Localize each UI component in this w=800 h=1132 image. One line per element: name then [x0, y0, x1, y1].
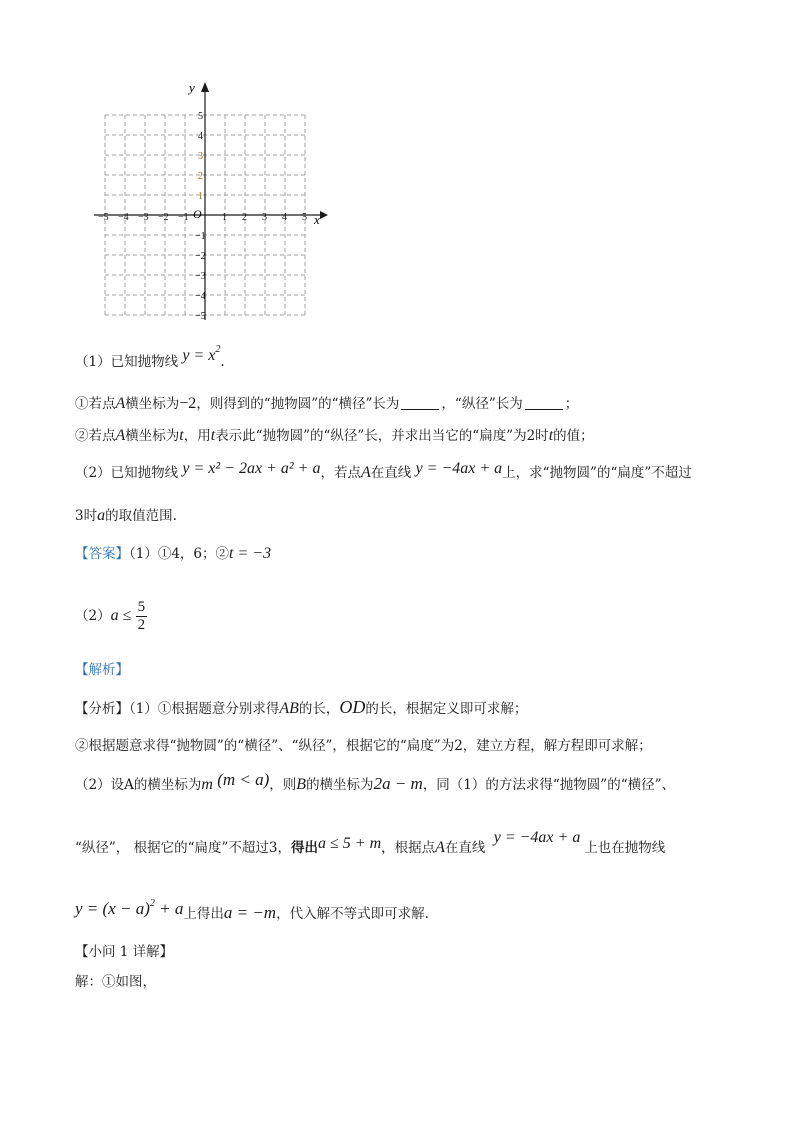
y-tick-label: 5: [198, 111, 203, 122]
answer-line: [75, 544, 271, 564]
y-tick-label: 2: [198, 171, 203, 182]
y-tick-label: −5: [195, 311, 206, 322]
analysis-line-1: [75, 697, 527, 719]
y-tick-label: −1: [195, 231, 206, 242]
vertex-form-text: y = (x − a): [75, 899, 150, 918]
origin-label: O: [193, 207, 202, 221]
x-tick-label: 5: [302, 212, 307, 223]
q1-formula-exponent: 2: [215, 344, 221, 355]
q2-line-formula: y = −4ax + a: [415, 460, 503, 477]
x-tick-label: 1: [222, 212, 227, 223]
solution-start: 解：①如图，: [75, 974, 156, 990]
x-tick-label: 4: [282, 212, 287, 223]
x-tick-label: 2: [242, 212, 247, 223]
line-formula: y = −4ax + a: [493, 829, 581, 846]
analysis-line-5: [75, 898, 429, 924]
blank-vertical-diameter[interactable]: [525, 395, 563, 410]
fenxi3-part-d: ，同（1）的方法求得“抛物圆”的“横径”、: [422, 777, 676, 793]
question-2-continuation: [75, 506, 177, 526]
fenxi-part-b: 的长，: [298, 701, 340, 717]
q1-2-part-e: 的值；: [553, 428, 594, 444]
segment-ab: AB: [279, 700, 299, 717]
q1-2-part-b: 横坐标为: [125, 428, 180, 444]
axes: [94, 82, 328, 320]
q1-formula-text: y = x: [182, 347, 216, 364]
x-tick-label: −4: [118, 212, 129, 223]
q1-2-var-t3: t: [548, 427, 554, 444]
x-axis-arrow-icon: [320, 211, 328, 219]
analysis-line-2: ②根据题意求得“抛物圆”的“横径”、“纵径”，根据它的“扁度”为2，建立方程，解方程即可求解；: [75, 738, 652, 754]
fraction-denominator: 2: [137, 617, 146, 633]
q2-part-d: 上，求“抛物圆”的“扁度”不超过: [502, 465, 692, 481]
question-1-line: [75, 346, 225, 372]
fenxi4-part-e: 上也在抛物线: [584, 840, 666, 856]
q2-parabola-formula: y = x² − 2ax + a² + a: [182, 460, 321, 477]
var-b: B: [296, 776, 307, 793]
question-1-1-line: [75, 394, 578, 414]
y-tick-label: 4: [198, 131, 203, 142]
y-tick-label: 1: [198, 191, 203, 202]
var-a-point: A: [435, 839, 445, 856]
q2-part-c: 在直线: [370, 465, 412, 481]
fenxi5-part-a: 上得出: [183, 906, 224, 922]
q1-end: .: [220, 354, 225, 370]
answer-text: （1）①4，6；②: [129, 546, 230, 562]
fenxi4-part-c: ，根据点: [381, 840, 436, 856]
q2-cont2: 的取值范围.: [105, 508, 177, 524]
analysis-line-4: [75, 829, 666, 858]
answer-inequality-left: a ≤: [110, 607, 132, 624]
analysis-tag: 【解析】: [75, 662, 129, 678]
condition-m-less-a: (m < a): [217, 770, 270, 789]
q2-part-a: （2）已知抛物线: [75, 465, 179, 481]
y-axis-arrow-icon: [201, 82, 209, 92]
question-2-line: [75, 460, 692, 483]
fenxi-part-c: 的长，根据定义即可求解；: [365, 701, 528, 717]
q1-1-value: −2: [179, 395, 197, 412]
q1-formula: [182, 344, 221, 364]
segment-od: OD: [339, 697, 366, 717]
inequality-a-le-5-plus-m: a ≤ 5 + m: [318, 835, 382, 852]
y-tick-label: −2: [195, 251, 206, 262]
q2-var-a: A: [360, 464, 371, 481]
y-tick-label: −4: [195, 291, 206, 302]
parabola-vertex-form: [75, 899, 183, 918]
fenxi4-part-a: “纵径”， 根据它的“扁度”不超过3，: [75, 840, 291, 856]
q1-2-part-c: ，用: [183, 428, 211, 444]
coordinate-grid-figure: [88, 80, 328, 330]
q1-2-var-a: A: [115, 427, 126, 444]
answer-fraction: [136, 599, 148, 634]
expr-2a-minus-m: 2a − m: [373, 774, 423, 793]
q1-1-part-c: ，则得到的“抛物圆”的“横径”长为: [196, 396, 400, 412]
x-tick-labels: [98, 212, 307, 223]
q1-2-var-t2: t: [210, 427, 216, 444]
equation-a-eq-neg-m: a = −m: [223, 903, 277, 922]
subquestion-1-heading: 【小问 1 详解】: [75, 944, 174, 960]
q2-var-a-lower: a: [97, 507, 106, 524]
q1-1-part-e: ；: [564, 396, 579, 412]
fenxi3-part-b: ，则: [269, 777, 297, 793]
y-tick-label: −3: [195, 271, 206, 282]
answer-t-equation: t = −3: [229, 545, 272, 562]
q1-1-part-a: ①若点: [75, 396, 116, 412]
x-axis-label: x: [314, 212, 320, 227]
fenxi4-deduce: 得出: [291, 840, 318, 856]
fenxi3-part-c: 的横坐标为: [306, 777, 374, 793]
fenxi4-part-d: 在直线: [444, 840, 486, 856]
y-tick-label: 3: [198, 151, 203, 162]
q1-1-part-d: ，“纵径”长为: [441, 396, 523, 412]
x-tick-label: −3: [138, 212, 149, 223]
fenxi3-part-a: （2）设A的横坐标为: [75, 777, 202, 793]
x-tick-label: −1: [178, 212, 189, 223]
question-1-2-line: [75, 426, 594, 446]
q1-2-var-t: t: [179, 427, 184, 444]
var-m: m: [201, 776, 213, 793]
vertex-form-plus-a: + a: [159, 899, 184, 918]
analysis-line-3: [75, 770, 676, 795]
x-tick-label: −2: [158, 212, 169, 223]
x-tick-label: −5: [98, 212, 109, 223]
fraction-numerator: 5: [137, 599, 146, 615]
answer-tag: 【答案】: [75, 546, 129, 562]
q1-2-part-a: ②若点: [75, 428, 116, 444]
fenxi-part-a: （1）①根据题意分别求得: [129, 701, 280, 717]
q1-1-part-b: 横坐标为: [125, 396, 180, 412]
fenxi5-part-b: ，代入解不等式即可求解.: [276, 906, 429, 922]
answer-part-2-line: [75, 596, 147, 636]
answer-part2-label: （2）: [75, 608, 111, 624]
vertex-form-exponent: 2: [149, 898, 155, 909]
q1-1-var-a: A: [115, 395, 126, 412]
x-tick-label: 3: [262, 212, 267, 223]
y-axis-label: y: [189, 80, 195, 95]
q1-intro: （1）已知抛物线: [75, 354, 179, 370]
blank-horizontal-diameter[interactable]: [401, 395, 439, 410]
q2-part-b: ，若点: [320, 465, 361, 481]
fenxi-tag: 【分析】: [75, 701, 129, 717]
q2-cont: 3时: [75, 508, 98, 524]
q1-2-part-d: 表示此“抛物圆”的“纵径”长，并求出当它的“扁度”为2时: [215, 428, 549, 444]
